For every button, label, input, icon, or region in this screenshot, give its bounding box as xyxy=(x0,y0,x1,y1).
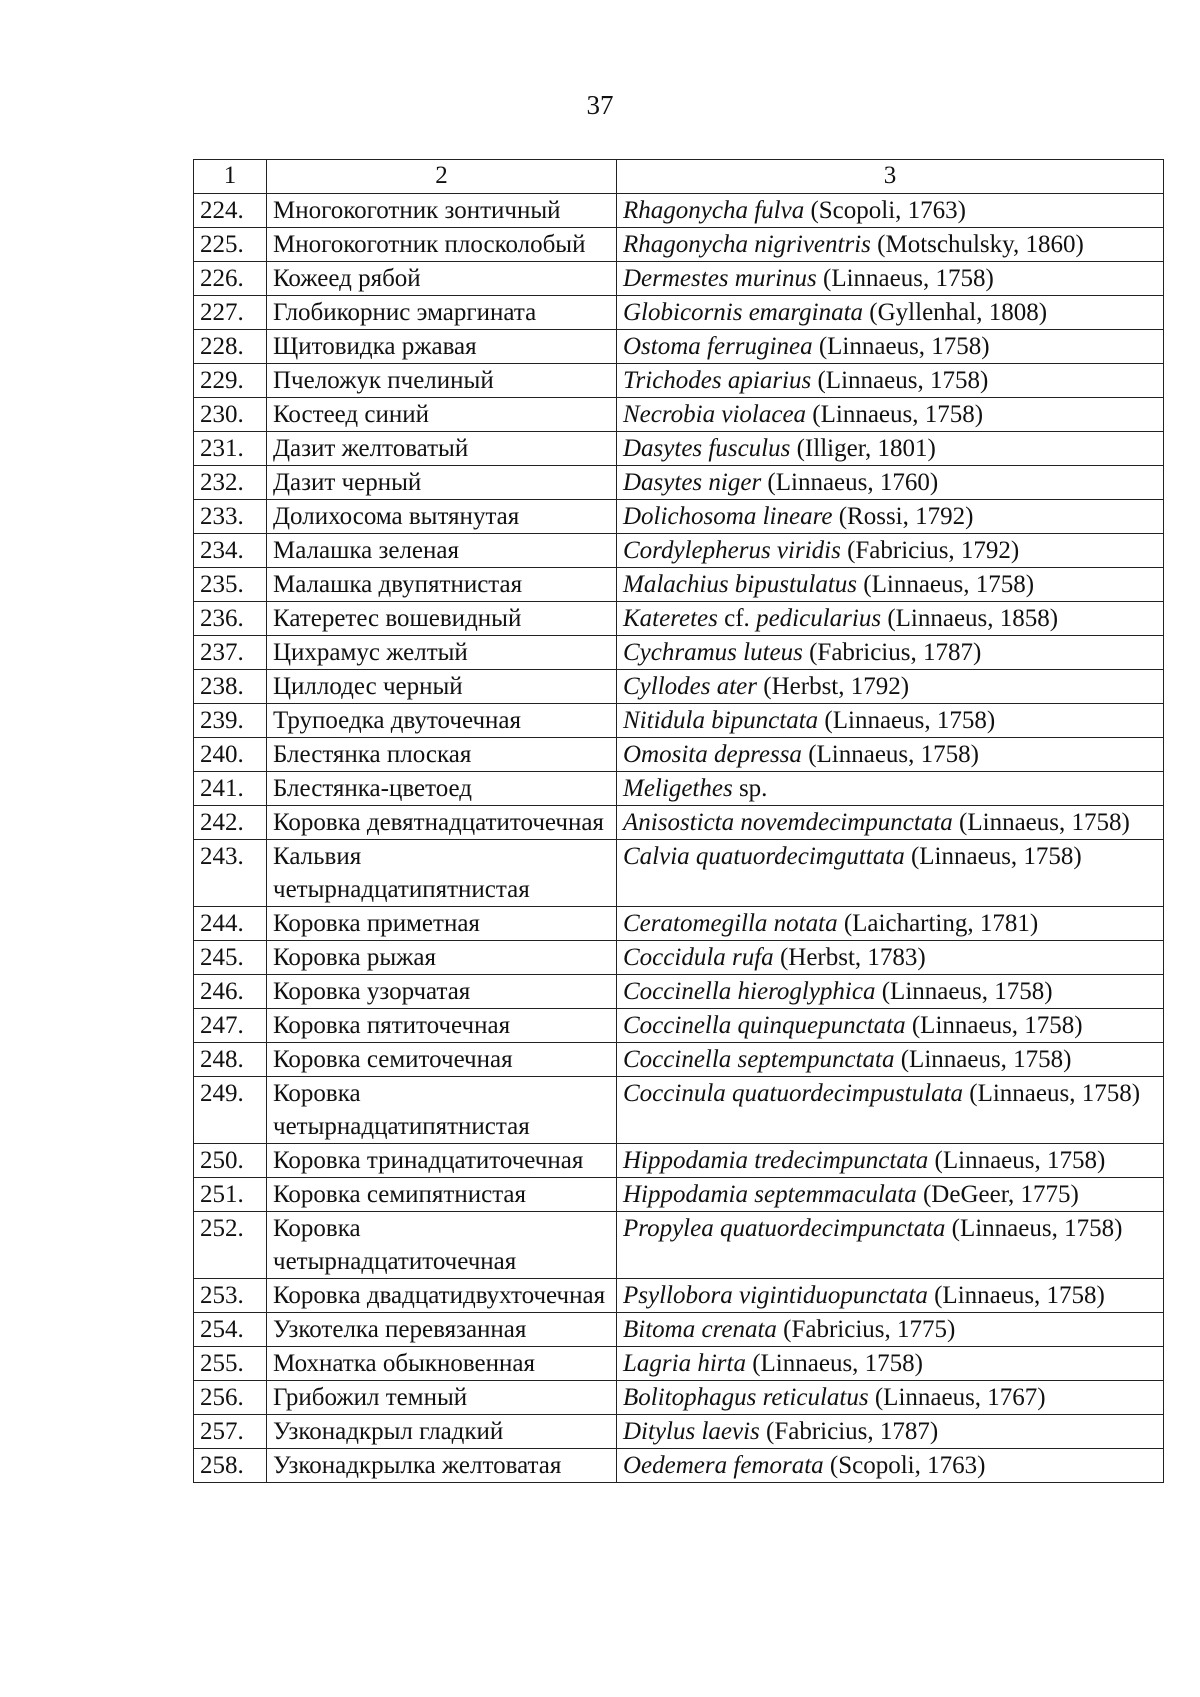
common-name: Коровка рыжая xyxy=(267,941,617,975)
row-number: 239. xyxy=(194,704,267,738)
row-number: 247. xyxy=(194,1009,267,1043)
author-citation: (Linnaeus, 1758) xyxy=(927,1282,1105,1309)
common-name: Костеед синий xyxy=(267,398,617,432)
author-citation: (Motschulsky, 1860) xyxy=(870,231,1084,258)
common-name: Щитовидка ржавая xyxy=(267,330,617,364)
latin-binomial: Bolitophagus reticulatus xyxy=(623,1384,869,1411)
common-name: Цихрамус желтый xyxy=(267,636,617,670)
table-row xyxy=(194,1043,1164,1077)
latin-name-cell xyxy=(617,228,1164,262)
author-citation: (Linnaeus, 1758) xyxy=(904,843,1082,870)
common-name: Коровка девятнадцатиточечная xyxy=(267,806,617,840)
common-name: Блестянка-цветоед xyxy=(267,772,617,806)
table-body xyxy=(194,194,1164,1483)
table-row xyxy=(194,500,1164,534)
row-number: 226. xyxy=(194,262,267,296)
table-row xyxy=(194,1347,1164,1381)
latin-binomial: Coccinella quinquepunctata xyxy=(623,1012,906,1039)
latin-binomial: Dermestes murinus xyxy=(623,265,817,292)
latin-binomial: Necrobia violacea xyxy=(623,401,807,428)
common-name: Катеретес вошевидный xyxy=(267,602,617,636)
latin-binomial: Rhagonycha nigriventris xyxy=(623,231,871,258)
table-row xyxy=(194,1313,1164,1347)
row-number: 224. xyxy=(194,194,267,228)
latin-binomial: Ditylus laevis xyxy=(623,1418,760,1445)
page-number: 37 xyxy=(586,90,614,120)
latin-binomial: Dasytes fusculus xyxy=(623,435,791,462)
common-name: Кожеед рябой xyxy=(267,262,617,296)
table-row xyxy=(194,1144,1164,1178)
row-number: 236. xyxy=(194,602,267,636)
common-name: Малашка двупятнистая xyxy=(267,568,617,602)
table-row xyxy=(194,1279,1164,1313)
row-number: 229. xyxy=(194,364,267,398)
author-citation: (Scopoli, 1763) xyxy=(804,197,966,224)
latin-name-cell xyxy=(617,568,1164,602)
common-name: Коровка семипятнистая xyxy=(267,1178,617,1212)
row-number: 245. xyxy=(194,941,267,975)
table-row xyxy=(194,364,1164,398)
table-row xyxy=(194,1178,1164,1212)
common-name: Коровка четырнадцатиточечная xyxy=(267,1212,617,1279)
author-citation: (Linnaeus, 1758) xyxy=(945,1215,1123,1242)
row-number: 231. xyxy=(194,432,267,466)
latin-name-cell xyxy=(617,1381,1164,1415)
row-number: 246. xyxy=(194,975,267,1009)
table-row xyxy=(194,568,1164,602)
latin-binomial: Coccidula rufa xyxy=(623,944,774,971)
table-row xyxy=(194,1212,1164,1279)
column-header-latin-name: 3 xyxy=(617,160,1164,194)
latin-name-cell xyxy=(617,907,1164,941)
latin-name-cell xyxy=(617,466,1164,500)
common-name: Коровка пятиточечная xyxy=(267,1009,617,1043)
row-number: 257. xyxy=(194,1415,267,1449)
common-name: Циллодес черный xyxy=(267,670,617,704)
table-row xyxy=(194,1009,1164,1043)
latin-binomial: Cordylepherus viridis xyxy=(623,537,841,564)
author-citation: (Fabricius, 1775) xyxy=(776,1316,956,1343)
common-name: Коровка узорчатая xyxy=(267,975,617,1009)
author-citation: (Herbst, 1792) xyxy=(757,673,910,700)
table-row xyxy=(194,1077,1164,1144)
author-citation: (Fabricius, 1792) xyxy=(840,537,1020,564)
latin-binomial: Cychramus luteus xyxy=(623,639,803,666)
common-name: Глобикорнис эмаргината xyxy=(267,296,617,330)
latin-name-cell xyxy=(617,975,1164,1009)
row-number: 237. xyxy=(194,636,267,670)
author-citation: (Linnaeus, 1758) xyxy=(801,741,979,768)
row-number: 238. xyxy=(194,670,267,704)
latin-name-cell xyxy=(617,704,1164,738)
latin-name-cell xyxy=(617,330,1164,364)
common-name: Многокоготник зонтичный xyxy=(267,194,617,228)
latin-name-cell xyxy=(617,1009,1164,1043)
latin-binomial: Nitidula bipunctata xyxy=(623,707,819,734)
table-row xyxy=(194,772,1164,806)
author-citation: (Illiger, 1801) xyxy=(790,435,936,462)
table-row xyxy=(194,636,1164,670)
author-citation: (Linnaeus, 1758) xyxy=(811,367,989,394)
table-row xyxy=(194,432,1164,466)
author-citation: (Linnaeus, 1858) xyxy=(881,605,1059,632)
author-citation: (DeGeer, 1775) xyxy=(916,1181,1079,1208)
latin-name-cell xyxy=(617,1144,1164,1178)
latin-name-cell xyxy=(617,636,1164,670)
latin-name-cell xyxy=(617,432,1164,466)
latin-binomial: Malachius bipustulatus xyxy=(623,571,858,598)
latin-binomial: Ceratomegilla notata xyxy=(623,910,838,937)
common-name: Узкотелка перевязанная xyxy=(267,1313,617,1347)
row-number: 256. xyxy=(194,1381,267,1415)
author-citation: (Linnaeus, 1767) xyxy=(868,1384,1046,1411)
latin-binomial: Hippodamia tredecimpunctata xyxy=(623,1147,929,1174)
author-citation: (Fabricius, 1787) xyxy=(802,639,982,666)
latin-name-cell xyxy=(617,194,1164,228)
author-citation: sp. xyxy=(732,775,768,802)
latin-name-cell xyxy=(617,398,1164,432)
table-header-row xyxy=(194,160,1164,194)
common-name: Коровка приметная xyxy=(267,907,617,941)
table-row xyxy=(194,534,1164,568)
table-row xyxy=(194,1449,1164,1483)
latin-name-cell xyxy=(617,296,1164,330)
latin-name-cell xyxy=(617,1043,1164,1077)
common-name: Малашка зеленая xyxy=(267,534,617,568)
latin-name-cell xyxy=(617,1212,1164,1279)
row-number: 232. xyxy=(194,466,267,500)
latin-binomial: Omosita depressa xyxy=(623,741,802,768)
author-citation: (Linnaeus, 1758) xyxy=(894,1046,1072,1073)
latin-binomial: Psyllobora vigintiduopunctata xyxy=(623,1282,928,1309)
latin-name-cell xyxy=(617,806,1164,840)
latin-binomial: Propylea quatuordecimpunctata xyxy=(623,1215,946,1242)
latin-name-cell xyxy=(617,1415,1164,1449)
table-row xyxy=(194,194,1164,228)
latin-binomial: Lagria hirta xyxy=(623,1350,746,1377)
common-name: Многокоготник плосколобый xyxy=(267,228,617,262)
author-citation: (Linnaeus, 1758) xyxy=(818,707,996,734)
author-citation: (Linnaeus, 1758) xyxy=(812,333,990,360)
common-name: Коровка тринадцатиточечная xyxy=(267,1144,617,1178)
row-number: 255. xyxy=(194,1347,267,1381)
common-name: Коровка семиточечная xyxy=(267,1043,617,1077)
latin-name-cell xyxy=(617,1279,1164,1313)
latin-name-cell xyxy=(617,602,1164,636)
author-citation: (Linnaeus, 1760) xyxy=(761,469,939,496)
author-citation: cf. xyxy=(717,605,757,632)
row-number: 233. xyxy=(194,500,267,534)
author-citation: (Gyllenhal, 1808) xyxy=(863,299,1048,326)
row-number: 249. xyxy=(194,1077,267,1144)
latin-binomial: Coccinella hieroglyphica xyxy=(623,978,876,1005)
table-row xyxy=(194,670,1164,704)
author-citation: (Linnaeus, 1758) xyxy=(857,571,1035,598)
common-name: Грибожил темный xyxy=(267,1381,617,1415)
common-name: Трупоедка двуточечная xyxy=(267,704,617,738)
common-name: Пчеложук пчелиный xyxy=(267,364,617,398)
latin-name-cell xyxy=(617,670,1164,704)
latin-binomial: Dasytes niger xyxy=(623,469,762,496)
latin-binomial: Cyllodes ater xyxy=(623,673,758,700)
row-number: 252. xyxy=(194,1212,267,1279)
latin-binomial: Coccinula quatuordecimpustulata xyxy=(623,1080,964,1107)
table-row xyxy=(194,840,1164,907)
author-citation: (Linnaeus, 1758) xyxy=(905,1012,1083,1039)
latin-binomial: Meligethes xyxy=(623,775,733,802)
row-number: 244. xyxy=(194,907,267,941)
table-row xyxy=(194,466,1164,500)
row-number: 228. xyxy=(194,330,267,364)
common-name: Коровка двадцатидвухточечная xyxy=(267,1279,617,1313)
row-number: 253. xyxy=(194,1279,267,1313)
row-number: 243. xyxy=(194,840,267,907)
latin-binomial: Dolichosoma lineare xyxy=(623,503,833,530)
latin-name-cell xyxy=(617,941,1164,975)
table-row xyxy=(194,228,1164,262)
common-name: Мохнатка обыкновенная xyxy=(267,1347,617,1381)
latin-binomial: Anisosticta novemdecimpunctata xyxy=(623,809,953,836)
author-citation: (Fabricius, 1787) xyxy=(759,1418,939,1445)
author-citation: (Scopoli, 1763) xyxy=(823,1452,986,1479)
row-number: 230. xyxy=(194,398,267,432)
latin-binomial: Oedemera femorata xyxy=(623,1452,824,1479)
latin-name-cell xyxy=(617,1347,1164,1381)
common-name: Коровка четырнадцатипятнистая xyxy=(267,1077,617,1144)
table-row xyxy=(194,806,1164,840)
common-name: Дазит черный xyxy=(267,466,617,500)
row-number: 251. xyxy=(194,1178,267,1212)
table-row xyxy=(194,398,1164,432)
author-citation: (Rossi, 1792) xyxy=(832,503,974,530)
table-row xyxy=(194,704,1164,738)
common-name: Узконадкрылка желтоватая xyxy=(267,1449,617,1483)
row-number: 240. xyxy=(194,738,267,772)
column-header-number: 1 xyxy=(194,160,267,194)
species-table xyxy=(193,159,1164,1483)
row-number: 250. xyxy=(194,1144,267,1178)
table-row xyxy=(194,907,1164,941)
table-row xyxy=(194,330,1164,364)
common-name: Дазит желтоватый xyxy=(267,432,617,466)
row-number: 242. xyxy=(194,806,267,840)
row-number: 241. xyxy=(194,772,267,806)
latin-binomial: Globicornis emarginata xyxy=(623,299,864,326)
row-number: 235. xyxy=(194,568,267,602)
table-row xyxy=(194,296,1164,330)
latin-name-cell xyxy=(617,1178,1164,1212)
column-header-common-name: 2 xyxy=(267,160,617,194)
author-citation: (Herbst, 1783) xyxy=(773,944,926,971)
latin-name-cell xyxy=(617,500,1164,534)
table-row xyxy=(194,602,1164,636)
table-row xyxy=(194,262,1164,296)
common-name: Кальвия четырнадцатипятнистая xyxy=(267,840,617,907)
row-number: 225. xyxy=(194,228,267,262)
author-citation: (Linnaeus, 1758) xyxy=(875,978,1053,1005)
common-name: Долихосома вытянутая xyxy=(267,500,617,534)
latin-binomial: Rhagonycha fulva xyxy=(623,197,805,224)
row-number: 248. xyxy=(194,1043,267,1077)
latin-binomial: Hippodamia septemmaculata xyxy=(623,1181,917,1208)
latin-name-cell xyxy=(617,1313,1164,1347)
table-row xyxy=(194,738,1164,772)
latin-binomial: Ostoma ferruginea xyxy=(623,333,813,360)
latin-binomial: Bitoma crenata xyxy=(623,1316,777,1343)
author-citation: (Linnaeus, 1758) xyxy=(952,809,1130,836)
table-row xyxy=(194,975,1164,1009)
row-number: 227. xyxy=(194,296,267,330)
latin-binomial: Coccinella septempunctata xyxy=(623,1046,895,1073)
latin-name-cell xyxy=(617,772,1164,806)
row-number: 258. xyxy=(194,1449,267,1483)
common-name: Узконадкрыл гладкий xyxy=(267,1415,617,1449)
latin-name-cell xyxy=(617,1077,1164,1144)
author-citation: (Laicharting, 1781) xyxy=(837,910,1039,937)
latin-epithet: pedicularius xyxy=(756,605,882,632)
author-citation: (Linnaeus, 1758) xyxy=(963,1080,1141,1107)
latin-name-cell xyxy=(617,840,1164,907)
author-citation: (Linnaeus, 1758) xyxy=(806,401,984,428)
row-number: 234. xyxy=(194,534,267,568)
author-citation: (Linnaeus, 1758) xyxy=(816,265,994,292)
table-row xyxy=(194,1415,1164,1449)
author-citation: (Linnaeus, 1758) xyxy=(745,1350,923,1377)
latin-name-cell xyxy=(617,262,1164,296)
latin-binomial: Trichodes apiarius xyxy=(623,367,812,394)
latin-name-cell xyxy=(617,364,1164,398)
latin-binomial: Calvia quatuordecimguttata xyxy=(623,843,905,870)
latin-name-cell xyxy=(617,1449,1164,1483)
author-citation: (Linnaeus, 1758) xyxy=(928,1147,1106,1174)
latin-binomial: Kateretes xyxy=(623,605,718,632)
table-row xyxy=(194,941,1164,975)
row-number: 254. xyxy=(194,1313,267,1347)
table-row xyxy=(194,1381,1164,1415)
latin-name-cell xyxy=(617,534,1164,568)
latin-name-cell xyxy=(617,738,1164,772)
common-name: Блестянка плоская xyxy=(267,738,617,772)
